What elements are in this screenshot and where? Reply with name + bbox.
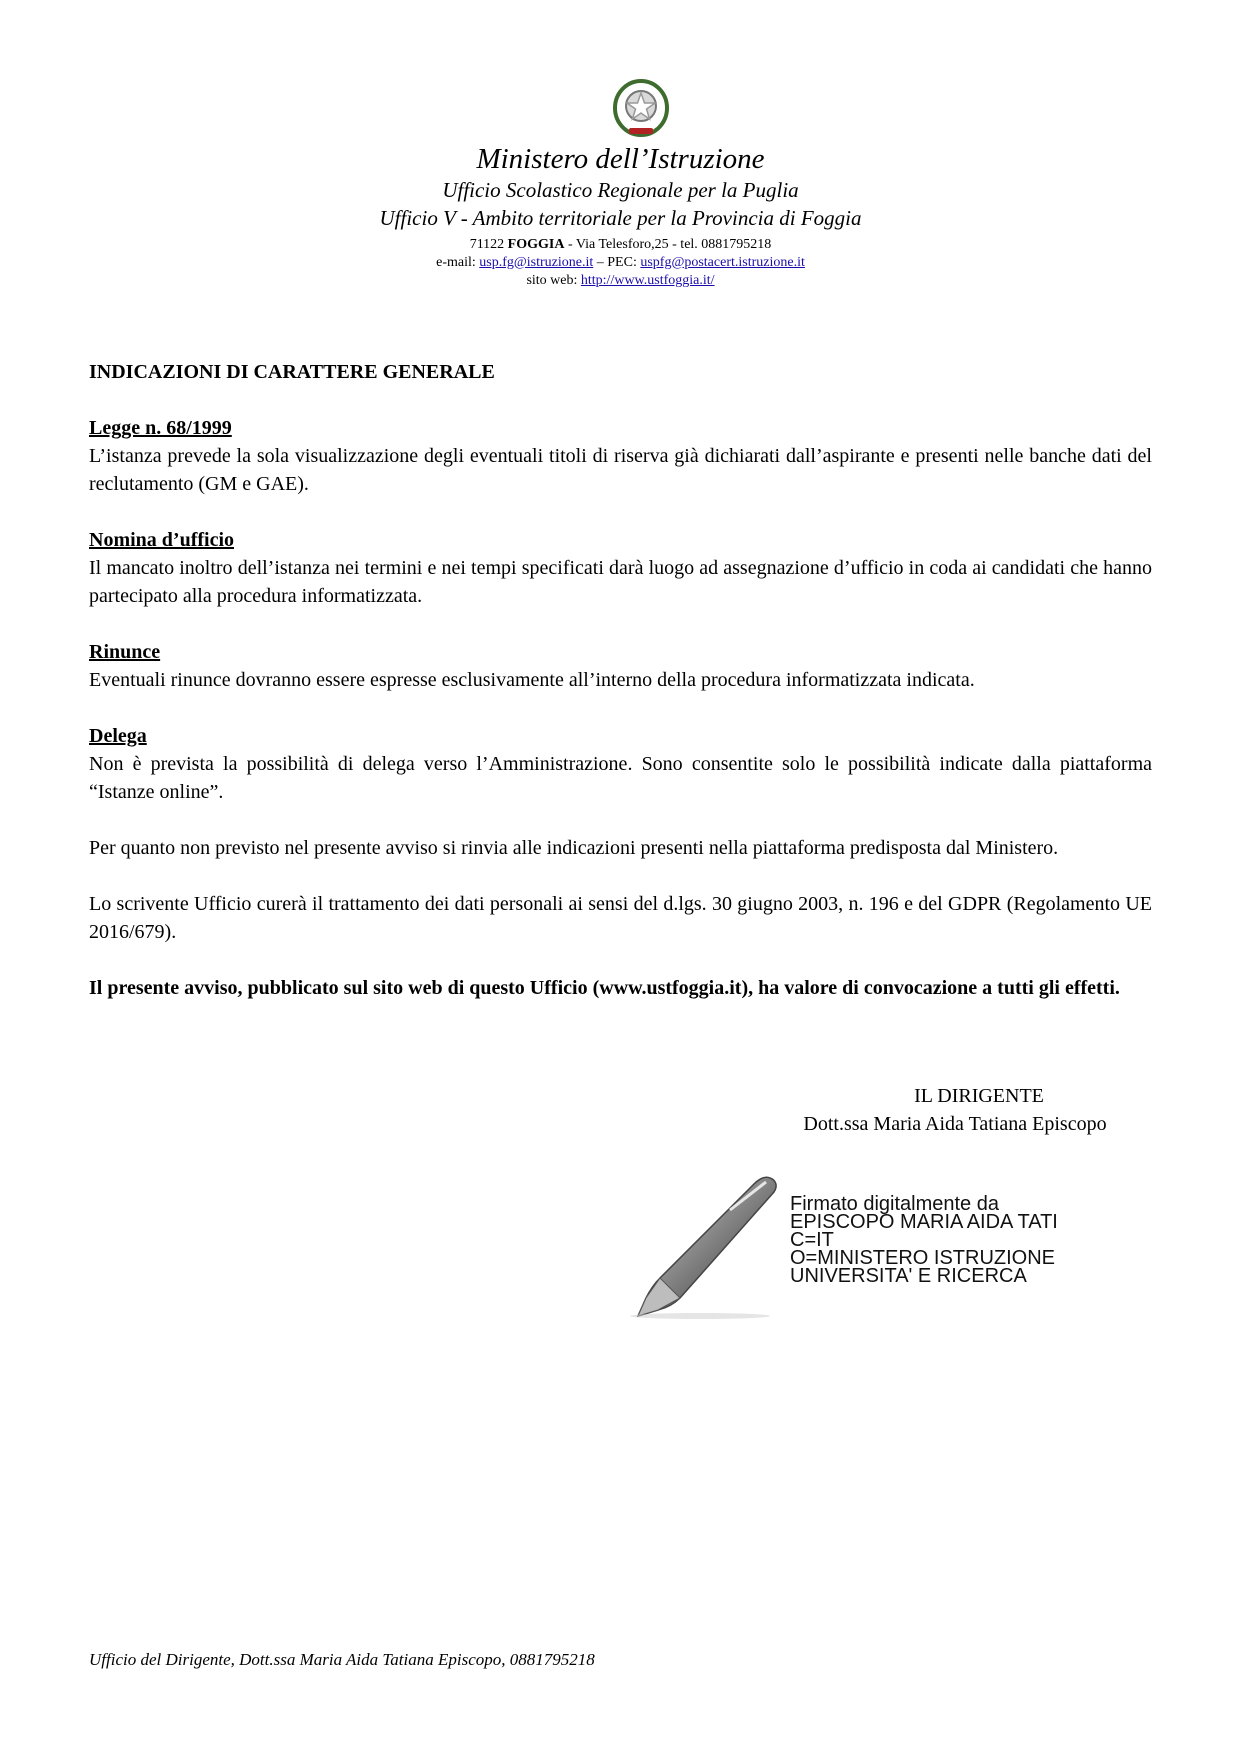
italian-republic-emblem-icon [612, 78, 670, 138]
website-line: sito web: http://www.ustfoggia.it/ [526, 273, 715, 288]
stamp-line-org-cont: UNIVERSITA' E RICERCA [790, 1265, 1027, 1287]
digital-signature-stamp [790, 1195, 1058, 1285]
section-text: Il mancato inoltro dell’istanza nei termini e nei tempi specificati darà luogo ad assegnazione d’ufficio in coda ai candidati che hanno partecipato alla procedura informatizzata. [89, 557, 1152, 607]
address-line: 71122 FOGGIA - Via Telesforo,25 - tel. 0881795218 [469, 237, 772, 252]
signatory-name: Dott.ssa Maria Aida Tatiana Episcopo [803, 1113, 1107, 1135]
section-text: Eventuali rinunce dovranno essere espresse esclusivamente all’interno della procedura informatizzata indicata. [89, 669, 975, 691]
letterhead [0, 142, 1241, 290]
page-footer: Ufficio del Dirigente, Dott.ssa Maria Aida Tatiana Episcopo, 0881795218 [89, 1650, 595, 1669]
pen-icon [620, 1170, 780, 1320]
email-link[interactable]: usp.fg@istruzione.it [479, 255, 594, 270]
stamp-line-signed-by: Firmato digitalmente da [790, 1193, 999, 1215]
pec-link[interactable]: uspfg@postacert.istruzione.it [640, 255, 805, 270]
section-nomina [89, 526, 1152, 610]
section-text: L’istanza prevede la sola visualizzazione degli eventuali titoli di riserva già dichiarati dall’aspirante e presenti nelle banche dati del reclutamento (GM e GAE). [89, 445, 1152, 495]
paragraph-notice: Il presente avviso, pubblicato sul sito web di questo Ufficio (www.ustfoggia.it), ha valore di convocazione a tutti gli effetti. [89, 977, 1120, 999]
section-heading: Delega [89, 725, 147, 747]
stamp-line-name: EPISCOPO MARIA AIDA TATI [790, 1211, 1058, 1233]
section-heading: Legge n. 68/1999 [89, 417, 232, 439]
section-rinunce [89, 638, 1152, 694]
regional-office: Ufficio Scolastico Regionale per la Puglia [442, 178, 799, 202]
section-heading: Rinunce [89, 641, 161, 663]
section-text: Non è prevista la possibilità di delega verso l’Amministrazione. Sono consentite solo le possibilità indicate dalla piattaforma “Istanze online”. [89, 753, 1152, 803]
section-legge [89, 414, 1152, 498]
ministry-name: Ministero dell’Istruzione [476, 143, 765, 175]
paragraph-not-provided: Per quanto non previsto nel presente avviso si rinvia alle indicazioni presenti nella piattaforma predisposta dal Ministero. [89, 837, 1059, 859]
paragraph-privacy: Lo scrivente Ufficio curerà il trattamento dei dati personali ai sensi del d.lgs. 30 giugno 2003, n. 196 e del GDPR (Regolamento UE 2016/679). [89, 893, 1152, 943]
signatory-role: IL DIRIGENTE [914, 1085, 1044, 1107]
stamp-line-country: C=IT [790, 1229, 834, 1251]
section-heading: Nomina d’ufficio [89, 529, 234, 551]
document-body [89, 358, 1152, 1030]
section-delega [89, 722, 1152, 806]
stamp-line-org: O=MINISTERO ISTRUZIONE [790, 1247, 1056, 1269]
signature-block [760, 1082, 1150, 1138]
address-city: FOGGIA [507, 237, 565, 252]
website-link[interactable]: http://www.ustfoggia.it/ [580, 273, 715, 288]
document-title: INDICAZIONI DI CARATTERE GENERALE [89, 361, 495, 383]
email-line: e-mail: usp.fg@istruzione.it – PEC: uspfg@postacert.istruzione.it [436, 255, 805, 270]
local-office: Ufficio V - Ambito territoriale per la Provincia di Foggia [379, 206, 862, 230]
